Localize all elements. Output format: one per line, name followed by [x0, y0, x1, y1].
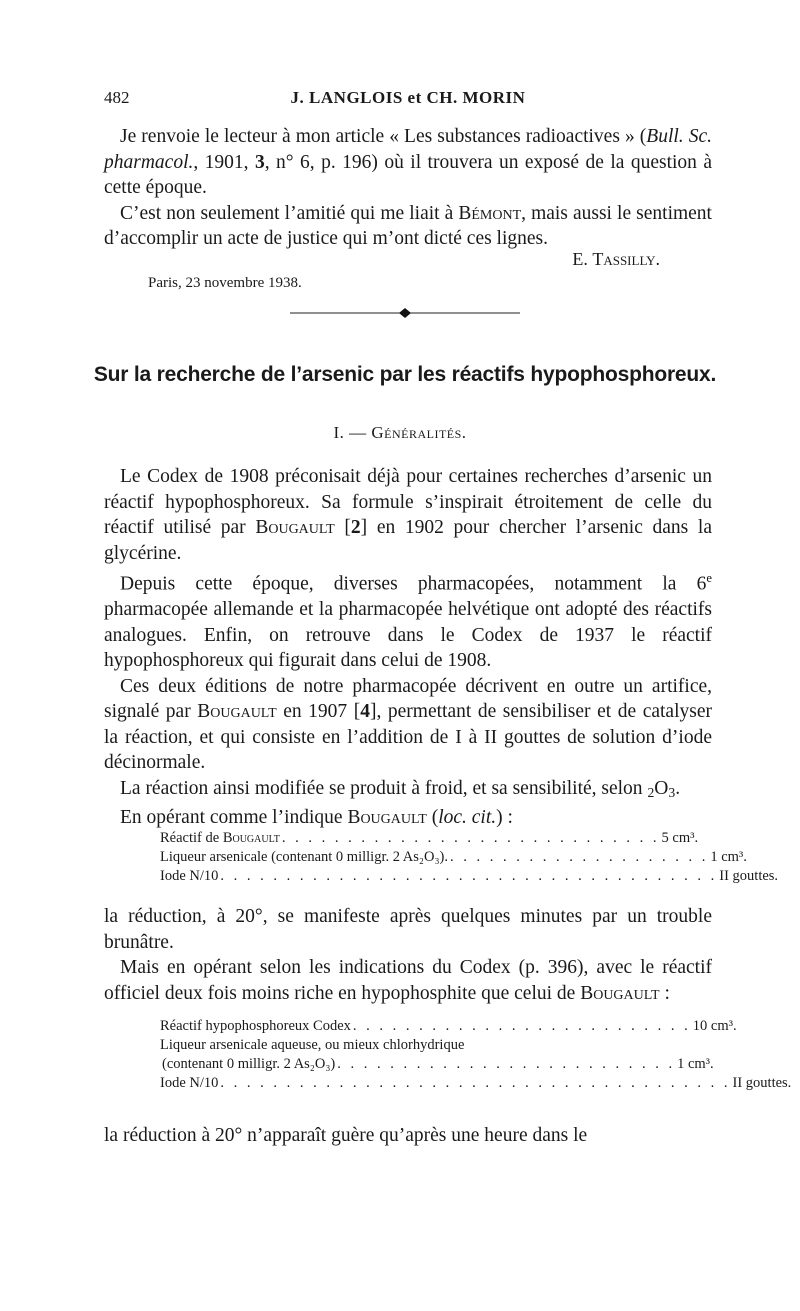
article-paragraph-6: la réduction, à 20°, se manifeste après quelques minutes par un trouble brunâtre.: [104, 906, 712, 953]
article-title: Sur la recherche de l’arsenic par les réactifs hypophosphoreux.: [93, 363, 717, 386]
article-paragraph-2: Depuis cette époque, diverses pharmacopées, notamment la 6e pharmacopée allemande et la pharmacopée helvétique ont adopté des réactifs analogues. Enfin, on retrouve dans le Codex de 1937 le réactif hypophosphoreux qui figurait dans celui de 1908.: [104, 571, 712, 671]
formula-row: Réactif de Bougault . . . . . . . . . . . . . . . . . . . . . . . . . . . . . 5 cm³.: [160, 830, 699, 846]
article-paragraph-8: la réduction à 20° n’apparaît guère qu’après une heure dans le: [104, 1125, 588, 1146]
running-head: [104, 88, 712, 114]
article-paragraph-3: Ces deux éditions de notre pharmacopée décrivent en outre un artifice, signalé par Bougault en 1907 [4], permettant de sensibiliser et de catalyser la réaction, et qui consiste en l’addition de I à II gouttes de solution d’iode décinormale.: [104, 675, 712, 773]
formula-table-2: [160, 1017, 792, 1093]
article-paragraph-5: En opérant comme l’indique Bougault (loc. cit.) :: [120, 807, 513, 828]
article-body-1: [104, 464, 712, 831]
formula-row: Liqueur arsenicale (contenant 0 milligr. 2 As₂O₃). . . . . . . . . . . . . . . . . . . . . 1 cm³.: [160, 849, 747, 865]
separator-ornament: [290, 306, 520, 320]
signature: E. Tassilly.: [572, 249, 660, 269]
intro-text: [104, 124, 712, 252]
formula-row: Liqueur arsenicale aqueuse, ou mieux chlorhydrique: [160, 1037, 465, 1053]
section-heading: I. — Généralités.: [333, 423, 467, 442]
intro-paragraph-2: C’est non seulement l’amitié qui me liait à Bémont, mais aussi le sentiment d’accomplir un acte de justice qui m’ont dicté ces lignes.: [104, 202, 712, 249]
article-paragraph-4: La réaction ainsi modifiée se produit à froid, et sa sensibilité, selon $_2O_3$.: [120, 777, 681, 800]
dateline: Paris, 23 novembre 1938.: [148, 275, 302, 291]
formula-row: Iode N/10 . . . . . . . . . . . . . . . . . . . . . . . . . . . . . . . . . . . . . . . II gouttes.: [160, 1075, 792, 1091]
intro-paragraph-1: Je renvoie le lecteur à mon article « Les substances radioactives » (Bull. Sc. pharmacol., 1901, 3, n° 6, p. 196) où il trouvera un exposé de la question à cette époque.: [104, 126, 713, 198]
page-number: 482: [104, 88, 130, 107]
article-paragraph-1: Le Codex de 1908 préconisait déjà pour certaines recherches d’arsenic un réactif hypophosphoreux. Sa formule s’inspirait étroitement de celle du réactif utilisé par Bougault [2] en 1902 pour chercher l’arsenic dans la glycérine.: [104, 466, 712, 564]
formula-row: Iode N/10 . . . . . . . . . . . . . . . . . . . . . . . . . . . . . . . . . . . . . . II gouttes.: [160, 868, 779, 884]
article-paragraph-7: Mais en opérant selon les indications du Codex (p. 396), avec le réactif officiel deux fois moins riche en hypophosphite que celui de Bougault :: [104, 957, 712, 1004]
article-body-3: [104, 1123, 712, 1149]
article-body-2: [104, 904, 712, 1006]
running-title: J. LANGLOIS et CH. MORIN: [290, 88, 526, 107]
formula-row: Réactif hypophosphoreux Codex . . . . . . . . . . . . . . . . . . . . . . . . . . 10 cm³.: [160, 1018, 737, 1034]
formula-row: (contenant 0 milligr. 2 As₂O₃) . . . . . . . . . . . . . . . . . . . . . . . . . . 1 cm³.: [162, 1056, 714, 1072]
formula-table-1: [160, 829, 779, 886]
